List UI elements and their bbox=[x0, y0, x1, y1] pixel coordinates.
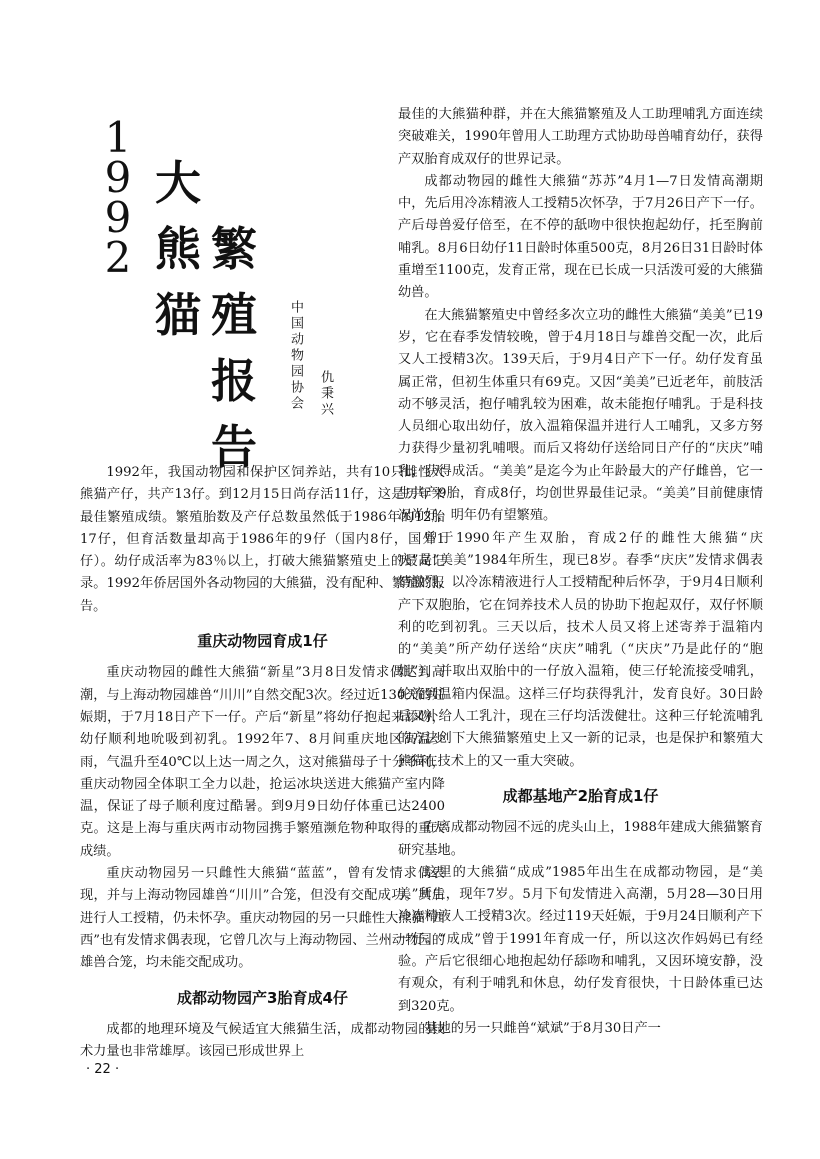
section-heading: 成都动物园产3胎育成4仔 bbox=[177, 988, 348, 1007]
paragraph: 重庆动物园的雌性大熊猫“新星”3月8日发情求偶达到高潮，与上海动物园雄兽“川川”自然交配3次。经过近130天的妊娠期，于7月18日产下一仔。产后“新星”将幼仔抱起来舔吻，幼仔顺利地吮吸到初乳。1992年7、8月间重庆地区高温少雨，气温升至40℃以上达一周之久，这对熊猫母子十分不利，重庆动物园全体职工全力以赴，抢运冰块送进大熊猫产室内降温，保证了母子顺利度过酷暑。到9月9日幼仔体重已达2400克。这是上海与重庆两市动物园携手繁殖濒危物种取得的重大成绩。 bbox=[80, 665, 445, 859]
paragraph: 成都的地理环境及气候适宜大熊猫生活，成都动物园的技术力量也非常雄厚。该园已形成世界上 bbox=[80, 1021, 445, 1060]
page-number: · 22 · bbox=[86, 1062, 120, 1077]
paragraph: 重庆动物园另一只雌性大熊猫“蓝蓝”，曾有发情求偶表现，并与上海动物园雄兽“川川”合笼，但没有交配成功。其后进行人工授精，仍未怀孕。重庆动物园的另一只雌性大熊猫“西西”也有发情求偶表现，它曾几次与上海动物园、兰州动物园的雄兽合笼，均未能交配成功。 bbox=[80, 866, 445, 971]
paragraph: 曾于1990年产生双胎，育成2仔的雌性大熊猫“庆庆”是“美美”1984年所生，现已8岁。春季“庆庆”发情求偶表情激烈，以冷冻精液进行人工授精配种后怀孕，于9月4日顺利产下双胞胎，它在饲养技术人员的协助下抱起双仔，双仔怀顺利的吃到初乳。三天以后，技术人员又将上述寄养于温箱内的“美美”所产幼仔送给“庆庆”哺乳（“庆庆”乃是此仔的“胞姐”），并取出双胎中的一仔放入温箱，使三仔轮流接受哺乳，轮流到温箱内保温。这样三仔均获得乳汁，发育良好。30日龄后又补给人工乳汁，现在三仔均活泼健壮。这种三仔轮流哺乳的方法创下大熊猫繁殖史上又一新的记录，也是保护和繁殖大熊猫在技术上的又一重大突破。 bbox=[398, 530, 763, 769]
section-heading: 成都基地产2胎育成1仔 bbox=[502, 786, 659, 805]
title-char: 猫 bbox=[155, 288, 201, 342]
author: 仇秉兴 bbox=[318, 370, 333, 418]
year-digit: 9 bbox=[104, 193, 132, 242]
paragraph: 最佳的大熊猫种群，并在大熊猫繁殖及人工助理哺乳方面连续突破难关，1990年曾用人工助理方式协助母兽哺育幼仔，获得产双胎育成双仔的世界记录。 bbox=[398, 107, 763, 167]
right-column bbox=[398, 104, 763, 1040]
title-char: 繁 bbox=[211, 222, 257, 276]
year-digit: 9 bbox=[104, 153, 132, 202]
title-char: 报 bbox=[211, 354, 257, 408]
paragraph: 成都动物园的雌性大熊猫“苏苏”4月1—7日发情高潮期中，先后用冷冻精液人工授精5次怀孕，于7月26日产下一仔。产后母兽爱仔倍至，在不停的舐吻中很快抱起幼仔，托至胸前哺乳。8月6日幼仔11日龄时体重500克，8月26日31日龄时体重增至1100克，发育正常，现在已长成一只活泼可爱的大熊猫幼兽。 bbox=[398, 173, 763, 301]
title-char: 告 bbox=[211, 420, 257, 474]
intro-paragraph: 1992年，我国动物园和保护区饲养站，共有10只雌性大熊猫产仔，共产13仔。到12月15日尚存活11仔，这是历年来最佳繁殖成绩。繁殖胎数及产仔总数虽然低于1986年的12胎17仔，但育活数量却高于1986年的9仔（国内8仔，国外1仔）。幼仔成活率为83％以上，打破大熊猫繁殖史上的最高记录。1992年侨居国外各动物园的大熊猫，没有配种、繁殖的报告。 bbox=[80, 465, 445, 614]
title-line-1 bbox=[150, 150, 206, 348]
year-digit: 1 bbox=[104, 113, 132, 162]
left-column bbox=[80, 462, 445, 1063]
paragraph: 在大熊猫繁殖史中曾经多次立功的雌性大熊猫“美美”已19岁，它在春季发情较晚，曾于4月18日与雄兽交配一次，此后又人工授精3次。139天后，于9月4日产下一仔。幼仔发育虽属正常，但初生体重只有69克。又因“美美”已近老年，前肢活动不够灵活，抱仔哺乳较为困难，故未能抱仔哺乳。于是科技人员细心取出幼仔，放入温箱保温并进行人工哺乳，又多方努力获得少量初乳哺喂。而后又将幼仔送给同日产仔的“庆庆”哺乳，获得成活。“美美”是迄今为止年龄最大的产仔雌兽，它一生共产9胎，育成8仔，均创世界最佳记录。“美美”目前健康情况尚好，明年仍有望繁殖。 bbox=[398, 307, 763, 524]
year-digit: 2 bbox=[104, 233, 132, 282]
title-char: 熊 bbox=[155, 222, 201, 276]
paragraph: 在离成都动物园不远的虎头山上，1988年建成大熊猫繁育研究基地。 bbox=[398, 820, 763, 858]
title-char: 大 bbox=[155, 156, 201, 210]
title-line-2 bbox=[206, 216, 262, 480]
organization: 中国动物园协会 bbox=[288, 300, 303, 412]
paragraph: 基地的另一只雌兽“斌斌”于8月30日产一 bbox=[424, 1020, 661, 1036]
title-char: 殖 bbox=[211, 288, 257, 342]
title-year bbox=[98, 113, 138, 282]
paragraph: 这里的大熊猫“成成”1985年出生在成都动物园，是“美美”所生，现年7岁。5月下旬发情进入高潮，5月28—30日用冷冻精液人工授精3次。经过119天妊娠，于9月24日顺利产下一仔。“成成”曾于1991年育成一仔，所以这次作妈妈已有经验。产后它很细心地抱起幼仔舔吻和哺乳，又因环境安静，没有观众，有利于哺乳和休息，幼仔发育很快，十日龄体重已达到320克。 bbox=[398, 864, 763, 1014]
section-heading: 重庆动物园育成1仔 bbox=[197, 632, 328, 651]
